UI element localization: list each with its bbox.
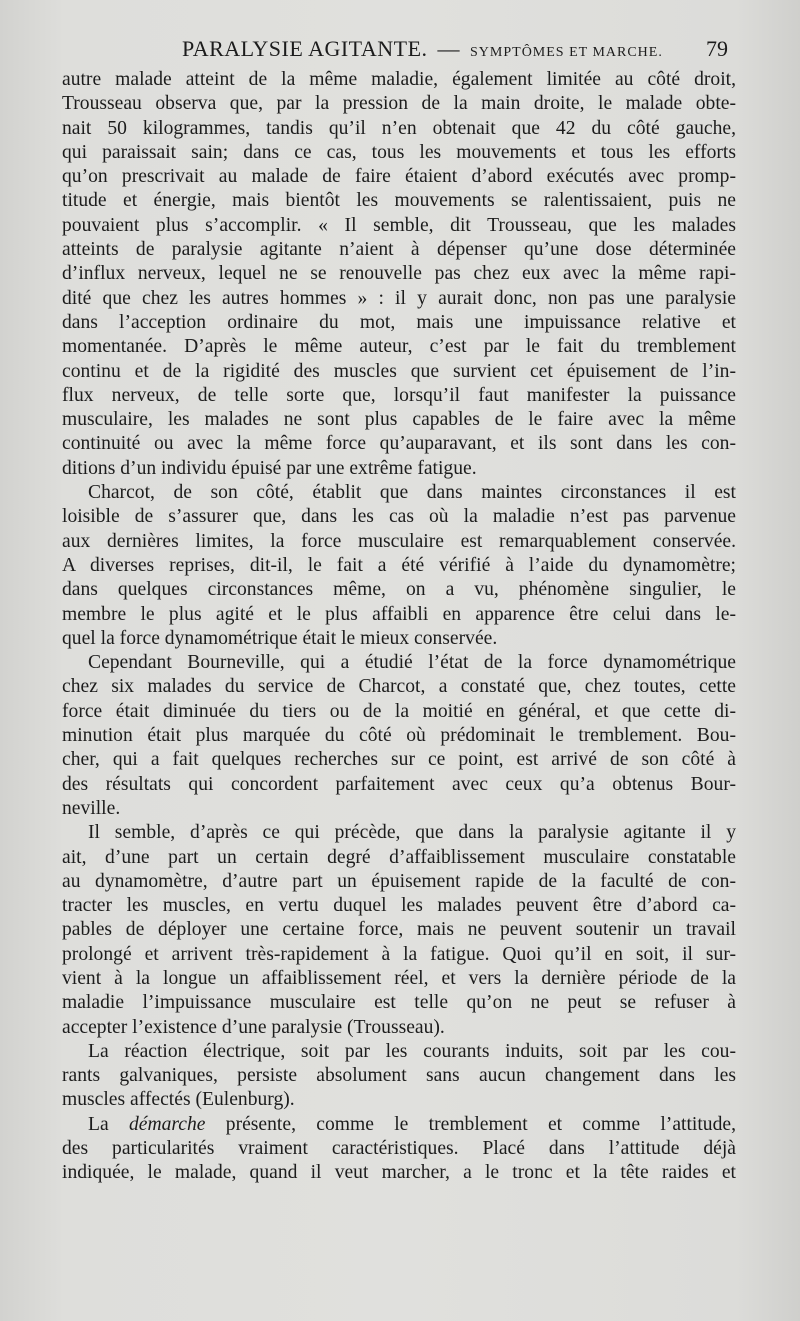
text-line: des particularités vraiment caractéristiques. Placé dans l’attitude déjà xyxy=(62,1138,736,1160)
text-line: neville. xyxy=(62,797,121,819)
text-line: Trousseau observa que, par la pression de la main droite, le malade obte- xyxy=(62,93,736,115)
text-line: minution était plus marquée du côté où prédominait le tremblement. Bou- xyxy=(62,725,736,747)
text-line: pables de déployer une certaine force, mais ne peuvent soutenir un travail xyxy=(62,919,736,941)
text-line: qui paraissait sain; dans ce cas, tous les mouvements et tous les efforts xyxy=(62,141,736,163)
text-line: dité que chez les autres hommes » : il y aurait donc, non pas une paralysie xyxy=(62,287,736,309)
text-line: d’influx nerveux, lequel ne se renouvelle pas chez eux avec la même rapi- xyxy=(62,263,736,285)
text-line-mixed xyxy=(62,1113,736,1137)
text-line: force était diminuée du tiers ou de la moitié en général, et que cette di- xyxy=(62,700,736,722)
paragraph-3 xyxy=(62,651,736,821)
text-run: La xyxy=(88,1113,129,1135)
paragraph-5 xyxy=(62,1040,736,1113)
text-line: au dynamomètre, d’autre part un épuisement rapide de la faculté de con- xyxy=(62,870,736,892)
text-line: muscles affectés (Eulenburg). xyxy=(62,1089,295,1111)
running-title-section: SYMPTÔMES ET MARCHE. xyxy=(470,45,663,60)
running-title-main: PARALYSIE AGITANTE. xyxy=(182,36,428,61)
text-line: tracter les muscles, en vertu duquel les malades peuvent être d’abord ca- xyxy=(62,895,736,917)
text-line: Cependant Bourneville, qui a étudié l’état de la force dynamométrique xyxy=(88,652,736,674)
text-line: ditions d’un individu épuisé par une extrême fatigue. xyxy=(62,457,477,479)
text-line: prolongé et arrivent très-rapidement à la fatigue. Quoi qu’il en soit, il sur- xyxy=(62,943,736,965)
paragraph-2 xyxy=(62,481,736,651)
text-line: nait 50 kilogrammes, tandis qu’il n’en obtenait que 42 du côté gauche, xyxy=(62,117,736,139)
text-run: présente, comme le tremblement et comme l’attitude, xyxy=(205,1113,736,1135)
text-line: aux dernières limites, la force musculaire est remarquablement conservée. xyxy=(62,530,736,552)
text-line: titude et énergie, mais bientôt les mouvements se ralentissaient, puis ne xyxy=(62,190,736,212)
text-line: momentanée. D’après le même auteur, c’est par le fait du tremblement xyxy=(62,336,736,358)
text-line: pouvaient plus s’accomplir. « Il semble, dit Trousseau, que les malades xyxy=(62,214,736,236)
text-line: La réaction électrique, soit par les courants induits, soit par les cou- xyxy=(88,1040,736,1062)
emphasized-word: démarche xyxy=(128,1113,206,1135)
text-line: A diverses reprises, dit-il, le fait a été vérifié à l’aide du dynamomètre; xyxy=(62,554,736,576)
text-line: accepter l’existence d’une paralysie (Trousseau). xyxy=(62,1016,445,1038)
text-line: vient à la longue un affaiblissement réel, et vers la dernière période de la xyxy=(62,967,736,989)
text-line: cher, qui a fait quelques recherches sur ce point, est arrivé de son côté à xyxy=(62,749,736,771)
text-line: indiquée, le malade, quand il veut marcher, a le tronc et la tête raides et xyxy=(62,1162,736,1184)
running-title xyxy=(182,36,663,62)
text-line: maladie l’impuissance musculaire est telle qu’on ne peut se refuser à xyxy=(62,992,736,1014)
text-line: rants galvaniques, persiste absolument sans aucun changement dans les xyxy=(62,1065,736,1087)
text-line: dans quelques circonstances même, on a vu, phénomène singulier, le xyxy=(62,579,736,601)
paragraph-4 xyxy=(62,821,736,1040)
text-line: continu et de la rigidité des muscles que survient cet épuisement de l’in- xyxy=(62,360,736,382)
text-line: ait, d’une part un certain degré d’affaiblissement musculaire constatable xyxy=(62,846,736,868)
text-line: dans l’acception ordinaire du mot, mais une impuissance relative et xyxy=(62,311,736,333)
text-line: qu’on prescrivait au malade de faire étaient d’abord exécutés avec promp- xyxy=(62,166,736,188)
text-line: Il semble, d’après ce qui précède, que dans la paralysie agitante il y xyxy=(88,822,736,844)
page-number: 79 xyxy=(706,36,728,61)
text-line: membre le plus agité et le plus affaibli en apparence être celui dans le- xyxy=(62,603,736,625)
text-line: autre malade atteint de la même maladie, également limitée au côté droit, xyxy=(62,69,736,90)
text-line: Charcot, de son côté, établit que dans maintes circonstances il est xyxy=(88,482,736,504)
text-line: musculaire, les malades ne sont plus capables de le faire avec la même xyxy=(62,409,736,431)
paragraph-6 xyxy=(62,1113,736,1186)
text-line: loisible de s’assurer que, dans les cas où la maladie n’est pas parvenue xyxy=(62,506,736,528)
text-line: flux nerveux, de telle sorte que, lorsqu’il faut manifester la puissance xyxy=(62,384,736,406)
title-dash: — xyxy=(437,36,461,61)
paragraph-1 xyxy=(62,68,736,481)
text-line: des résultats qui concordent parfaitement avec ceux qu’a obtenus Bour- xyxy=(62,773,736,795)
body-text xyxy=(62,68,736,1186)
text-line: continuité ou avec la même force qu’auparavant, et ils sont dans les con- xyxy=(62,433,736,455)
running-head xyxy=(62,36,736,66)
text-line: chez six malades du service de Charcot, a constaté que, chez toutes, cette xyxy=(62,676,736,698)
text-line: atteints de paralysie agitante n’aient à dépenser qu’une dose déterminée xyxy=(62,239,736,261)
text-line: quel la force dynamométrique était le mieux conservée. xyxy=(62,627,498,649)
